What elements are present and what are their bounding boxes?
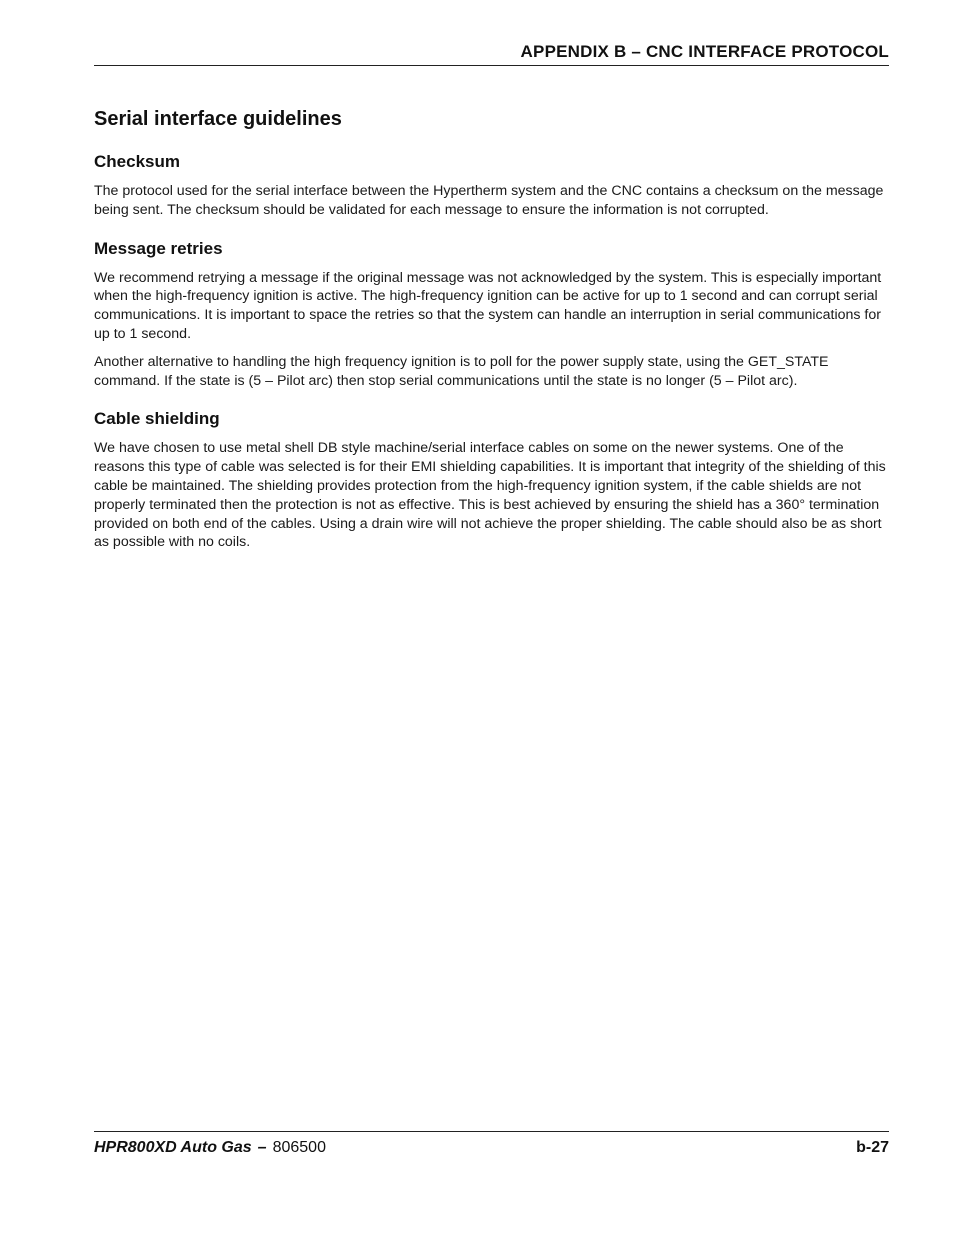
header-rule bbox=[94, 65, 889, 66]
subheading-cable-shielding: Cable shielding bbox=[94, 409, 220, 429]
running-header: APPENDIX B – CNC INTERFACE PROTOCOL bbox=[520, 42, 889, 61]
footer-product-name: HPR800XD Auto Gas bbox=[94, 1139, 252, 1156]
paragraph-message-retries-1: We recommend retrying a message if the original message was not acknowledged by the system. This is especially important when the high-frequency ignition is active. The high-frequency ignition can be active for up to 1 second and can corrupt serial communications. It is important to space the retries so that the system can handle an interruption in serial communications for up to 1 second. bbox=[94, 269, 882, 342]
footer-rule bbox=[94, 1131, 889, 1132]
footer-product-info bbox=[94, 1139, 326, 1157]
paragraph-checksum: The protocol used for the serial interface between the Hypertherm system and the CNC contains a checksum on the message being sent. The checksum should be validated for each message to ensure the information is not corrupted. bbox=[94, 183, 884, 218]
page-number: b-27 bbox=[856, 1139, 889, 1156]
section-title: Serial interface guidelines bbox=[94, 108, 342, 130]
section-body bbox=[94, 150, 889, 552]
footer-part-number: 806500 bbox=[272, 1139, 326, 1156]
document-page bbox=[94, 0, 889, 1235]
subheading-message-retries: Message retries bbox=[94, 238, 223, 258]
paragraph-message-retries-2: Another alternative to handling the high frequency ignition is to poll for the power supply state, using the GET_STATE command. If the state is (5 – Pilot arc) then stop serial communications until the state is no longer (5 – Pilot arc). bbox=[94, 353, 829, 389]
footer-dash: – bbox=[257, 1139, 267, 1156]
subheading-checksum: Checksum bbox=[94, 152, 180, 171]
paragraph-cable-shielding: We have chosen to use metal shell DB style machine/serial interface cables on some on the newer systems. One of the reasons this type of cable was selected is for their EMI shielding capabilities. It is important that integrity of the shielding of this cable be maintained. The shielding provides protection from the high-frequency ignition system, if the cable shields are not properly terminated then the protection is not as effective. This is best achieved by ensuring the shield has a 360° termination provided on both end of the cables. Using a drain wire will not achieve the proper shielding. The cable should also be as short as possible with no coils. bbox=[94, 440, 886, 551]
